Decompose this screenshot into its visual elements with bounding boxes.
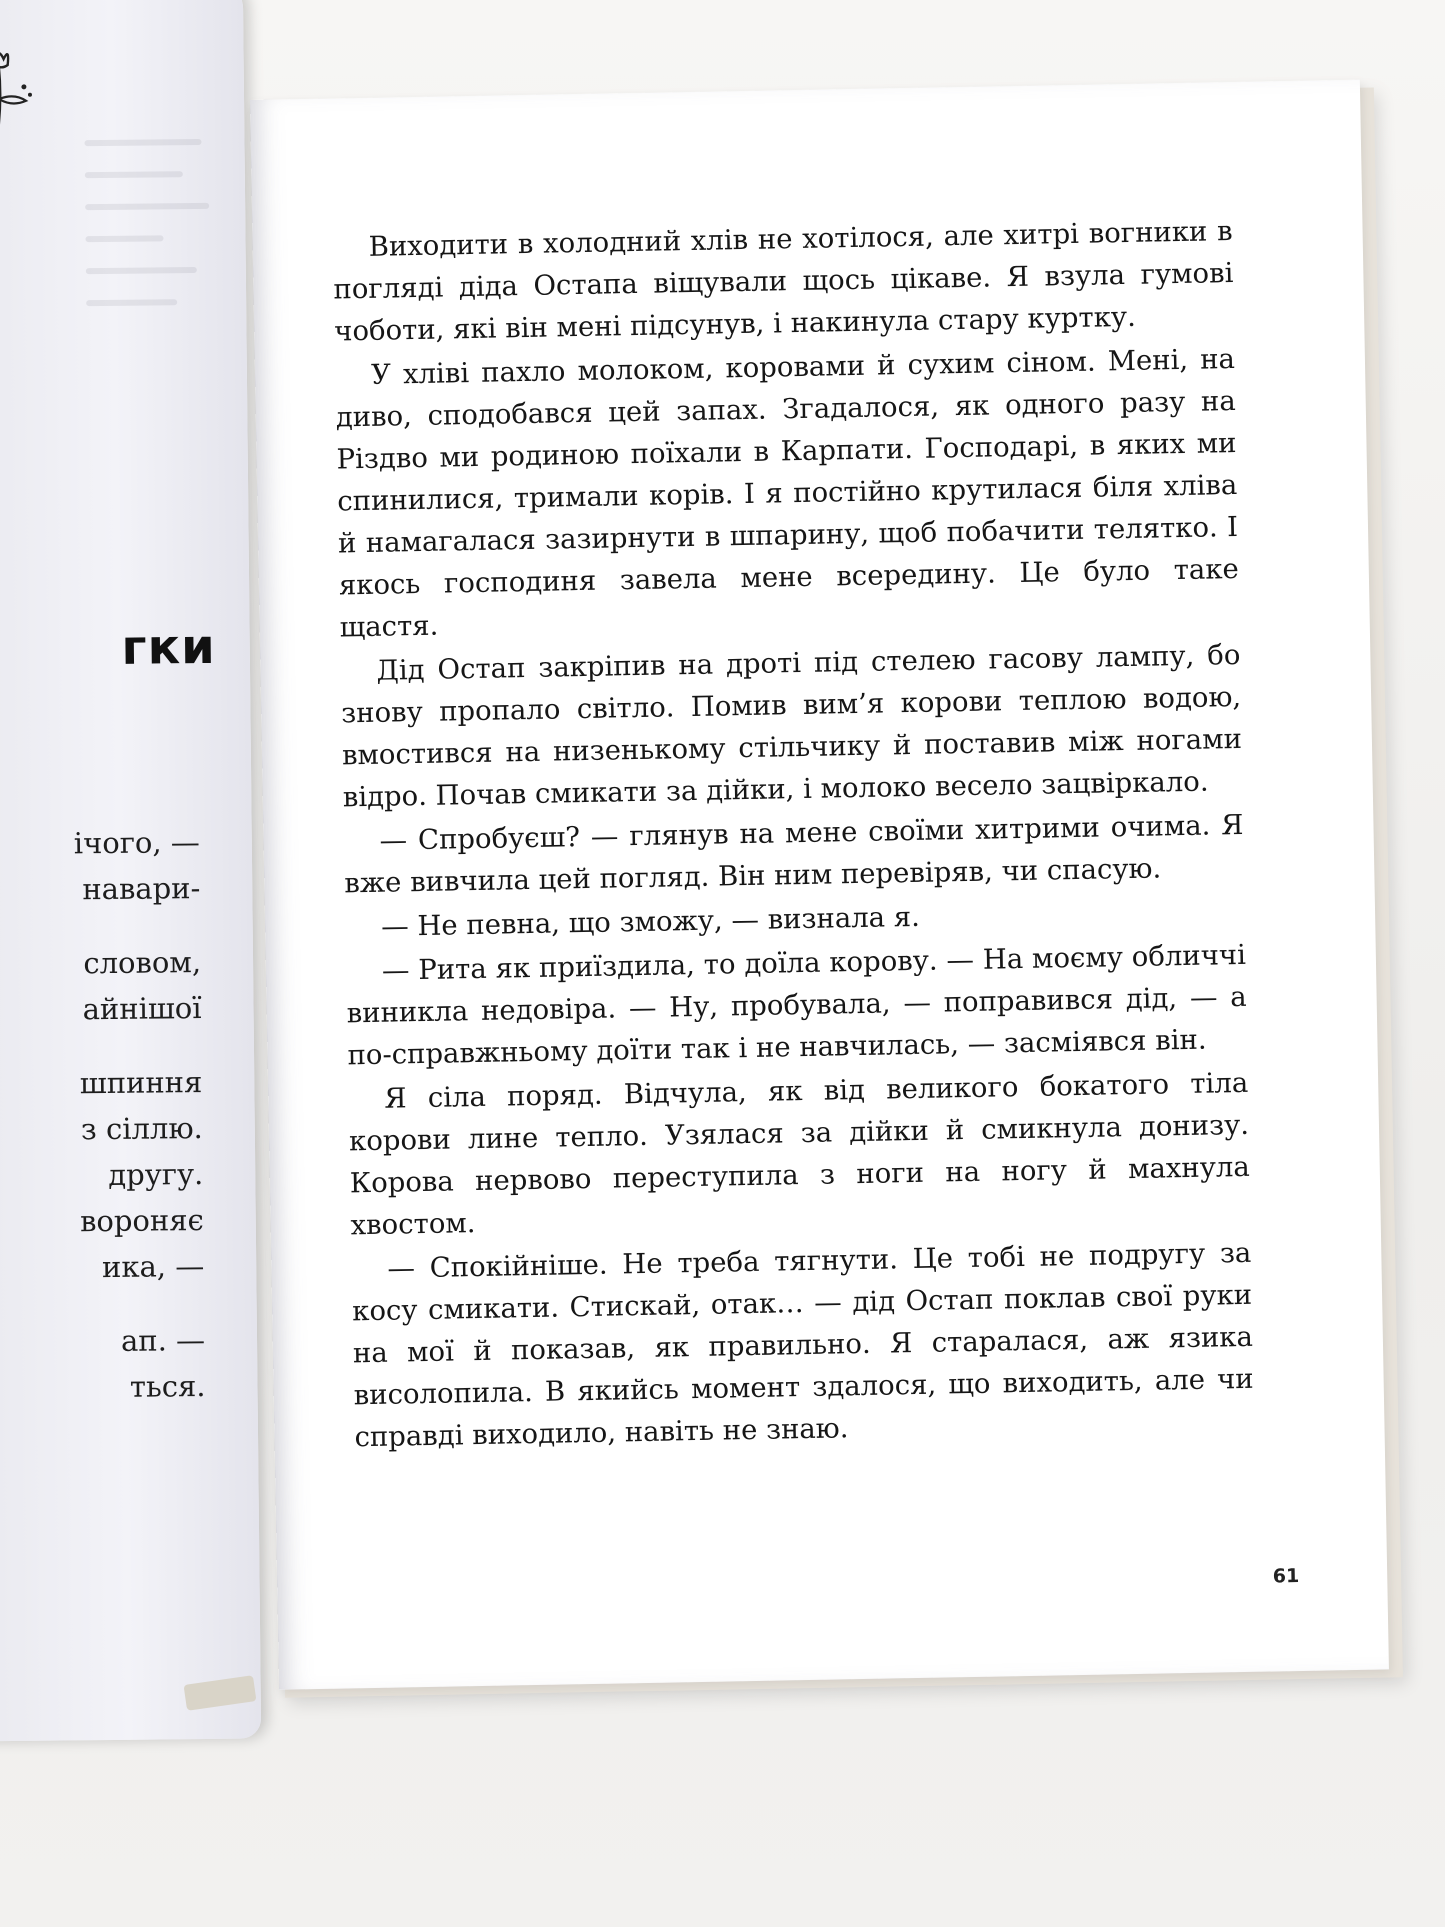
left-line: навари-: [82, 871, 201, 907]
left-line: вороняє: [79, 1202, 204, 1239]
page-number: 61: [1272, 1565, 1300, 1588]
left-line: з сіллю.: [80, 1111, 203, 1147]
left-line: ап. —: [120, 1322, 206, 1358]
dialogue-paragraph: — Не певна, що зможу, — визнала я.: [380, 900, 921, 943]
left-heading-fragment: гки: [121, 618, 217, 676]
left-text-fragments: [74, 819, 206, 1410]
bleed-through-text: [84, 139, 216, 332]
paragraph: Дід Остап закріпив на дроті під стелею гасову лампу, бо знову пропало світло. Помив вим’я корови теплою водою, вмостився на низенькому стільчику й поставив між ногами відро. Почав смикати за дійки, і молоко весело зацвіркало.: [340, 638, 1243, 814]
left-line: айнішої: [82, 991, 202, 1027]
dialogue-paragraph: — Спокійніше. Не треба тягнути. Це тобі не подругу за косу смикати. Стискай, отак… — дід Остап поклав свої руки на мої й показав, як правильно. Я старалася, аж язика висолопила. В якийсь момент здалося, що виходить, але чи справді виходило, навіть не знаю.: [351, 1236, 1254, 1454]
left-line: другу.: [108, 1156, 204, 1192]
left-line: ться.: [129, 1368, 206, 1404]
left-page: [0, 0, 261, 1741]
left-line: ика, —: [101, 1248, 205, 1285]
body-text: [332, 210, 1254, 1460]
dialogue-paragraph: — Рита як приїздила, то доїла корову. — На моєму обличчі виникла недовіра. — Ну, пробувала, — поправився дід, — а по-справжньому доїти так і не навчилась, — засміявся він.: [346, 938, 1247, 1072]
paragraph: Виходити в холодний хлів не хотілося, але хитрі вогники в погляді діда Остапа віщували щось цікаве. Я взула гумові чоботи, які він мені підсунув, і накинула стару куртку.: [333, 215, 1234, 348]
left-line: ічого, —: [73, 825, 200, 861]
left-line: словом,: [83, 945, 202, 981]
paragraph: У хліві пахло молоком, коровами й сухим сіном. Мені, на диво, сподобався цей запах. Згадалося, як одного разу на Різдво ми родиною поїхали в Карпати. Господарі, в яких ми спинилися, тримали корів. І я постійно крутилася біля хліва й намагалася зазирнути в шпарину, щоб побачити телятко. І якось господиня завела мене всередину. Це було таке щастя.: [335, 342, 1240, 644]
left-line: шпиння: [79, 1065, 203, 1101]
paragraph: Я сіла поряд. Відчула, як від великого бокатого тіла корови лине тепло. Узялася за дійки й смикнула донизу. Корова нервово переступила з ноги на ногу й махнула хвостом.: [348, 1066, 1251, 1242]
flower-ornament-icon: [0, 41, 40, 132]
dialogue-paragraph: — Спробуєш? — глянув на мене своїми хитрими очима. Я вже вивчила цей погляд. Він ним перевіряв, чи спасую.: [344, 808, 1244, 900]
right-page: [250, 80, 1389, 1690]
